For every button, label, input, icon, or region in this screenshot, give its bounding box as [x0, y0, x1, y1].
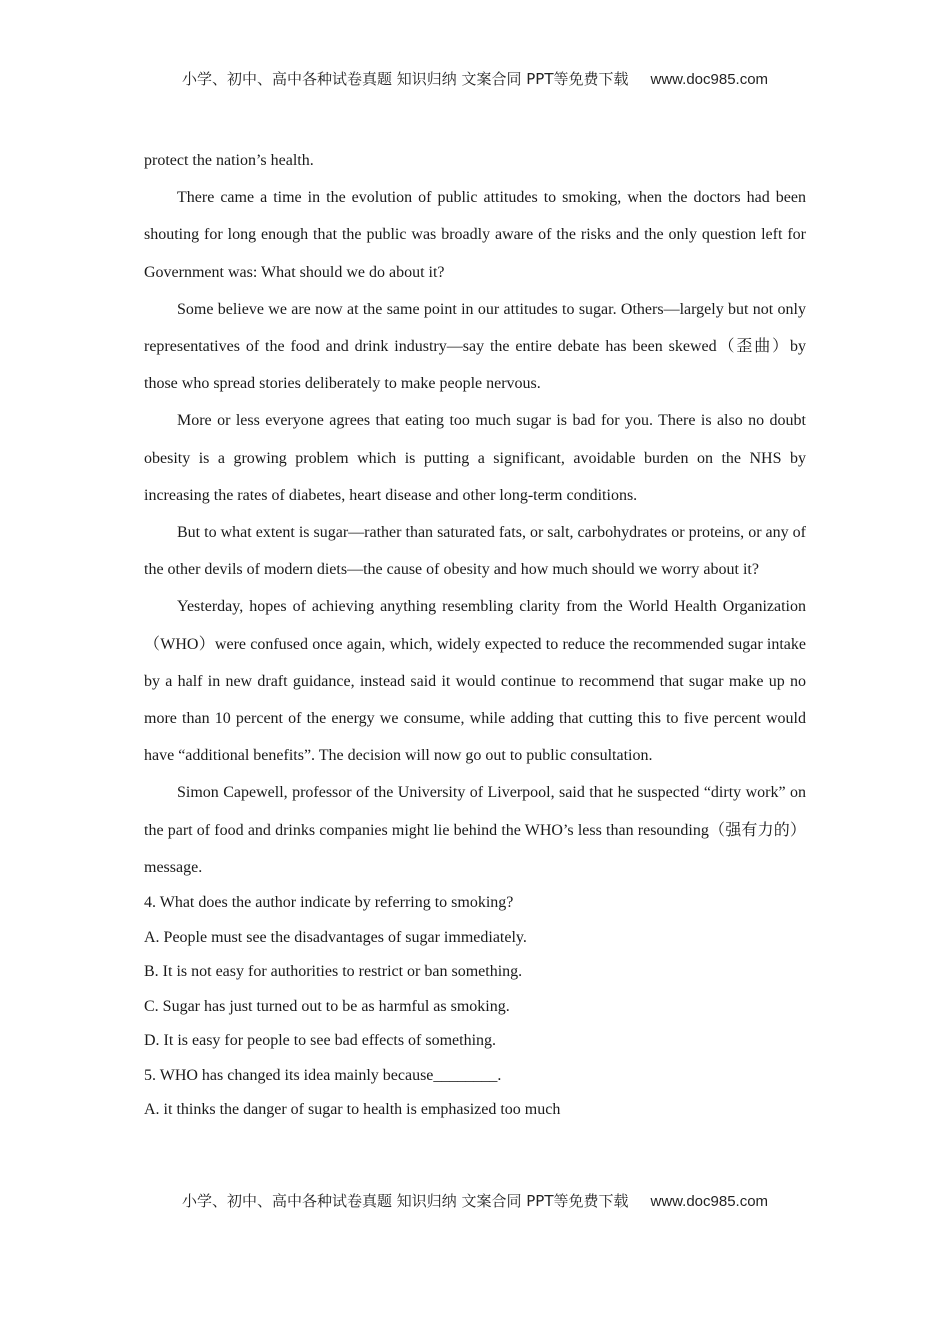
- footer-site-link[interactable]: www.doc985.com: [650, 1193, 769, 1210]
- passage-paragraph: Yesterday, hopes of achieving anything resembling clarity from the World Health Organization（WHO）were confused once again, which, widely expected to reduce the recommended sugar intake by a half in new draft guidance, instead said it would continue to recommend that sugar make up no more than 10 percent of the energy we consume, while adding that cutting this to five percent would have “additional benefits”. The decision will now go out to public consultation.: [144, 598, 806, 765]
- answer-option: D. It is easy for people to see bad effects of something.: [144, 1032, 497, 1050]
- passage-paragraph: More or less everyone agrees that eating too much sugar is bad for you. There is also no doubt obesity is a growing problem which is putting a significant, avoidable burden on the NHS by increasing the rates of diabetes, heart disease and other long-term conditions.: [144, 412, 806, 504]
- passage-paragraph: protect the nation’s health.: [144, 152, 314, 169]
- passage-paragraph: There came a time in the evolution of public attitudes to smoking, when the doctors had been shouting for long enough that the public was broadly aware of the risks and the only question left for Government was: What should we do about it?: [144, 189, 806, 281]
- footer-banner-text: 小学、初中、高中各种试卷真题 知识归纳 文案合同 PPT等免费下载: [181, 1192, 629, 1210]
- passage-paragraph: Simon Capewell, professor of the University of Liverpool, said that he suspected “dirty work” on the part of food and drinks companies might lie behind the WHO’s less than resounding（强有力的）message.: [144, 784, 806, 876]
- question-stem: 5. WHO has changed its idea mainly because________.: [144, 1066, 502, 1084]
- answer-option: A. it thinks the danger of sugar to health is emphasized too much: [144, 1101, 561, 1119]
- answer-option: B. It is not easy for authorities to restrict or ban something.: [144, 963, 523, 981]
- footer-banner: [0, 1190, 950, 1211]
- answer-option: A. People must see the disadvantages of sugar immediately.: [144, 928, 527, 946]
- question-stem: 4. What does the author indicate by referring to smoking?: [144, 894, 514, 912]
- answer-option: C. Sugar has just turned out to be as harmful as smoking.: [144, 997, 510, 1015]
- passage-paragraph: Some believe we are now at the same point in our attitudes to sugar. Others—largely but not only representatives of the food and drink industry—say the entire debate has been skewed（歪曲）by those who spread stories deliberately to make people nervous.: [144, 300, 806, 393]
- document-body: [144, 142, 806, 1128]
- header-site-link[interactable]: www.doc985.com: [650, 71, 769, 88]
- header-banner: [0, 68, 950, 89]
- header-banner-text: 小学、初中、高中各种试卷真题 知识归纳 文案合同 PPT等免费下载: [181, 70, 629, 88]
- passage-paragraph: But to what extent is sugar—rather than saturated fats, or salt, carbohydrates or proteins, or any of the other devils of modern diets—the cause of obesity and how much should we worry about it?: [144, 524, 806, 579]
